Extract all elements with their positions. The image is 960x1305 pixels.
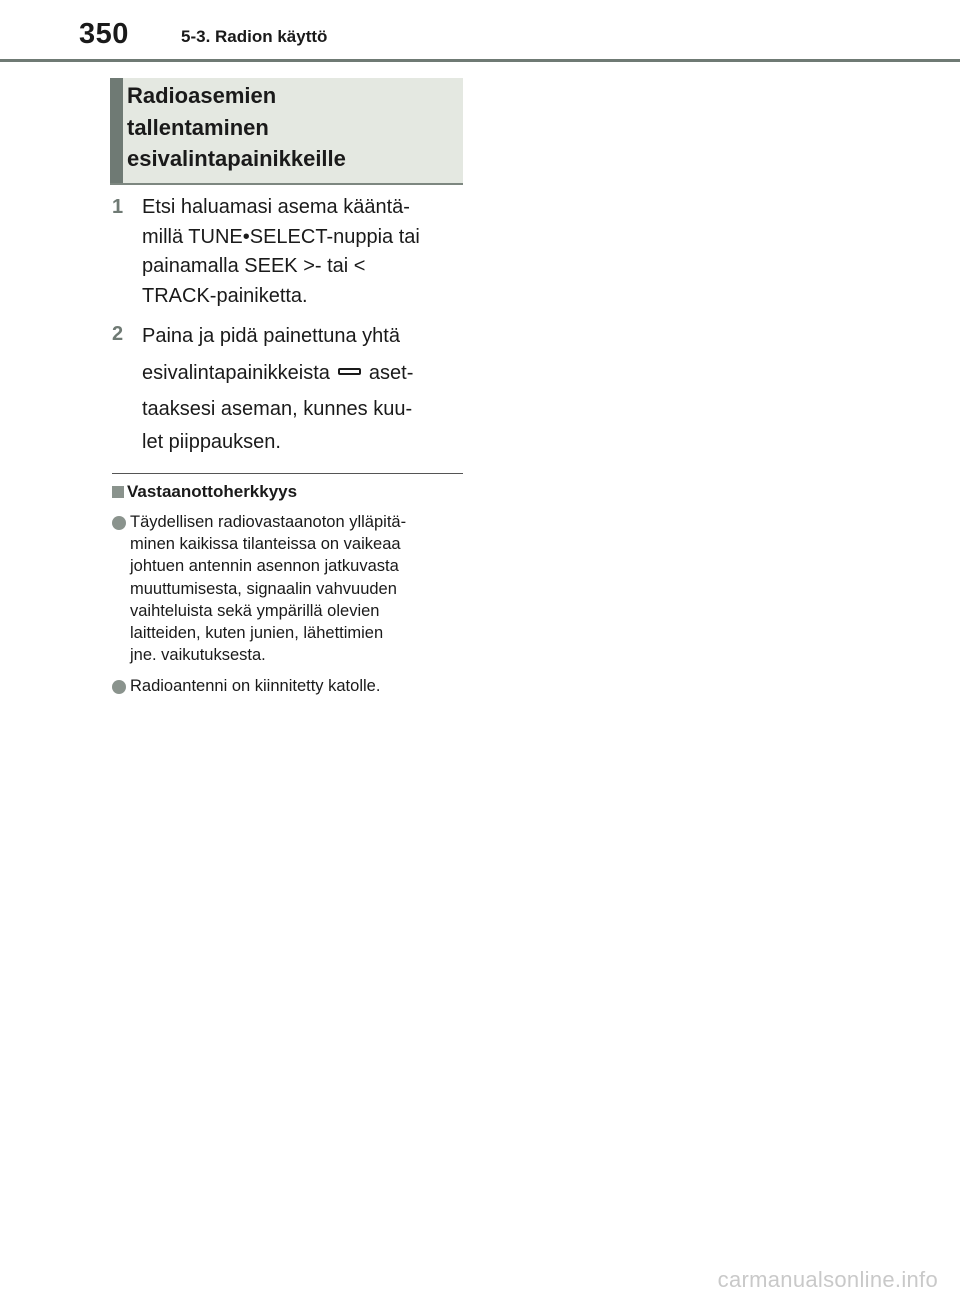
note-text	[130, 675, 464, 697]
section-title: 5-3. Radion käyttö	[181, 27, 328, 46]
step-2	[112, 320, 464, 458]
step-number: 2	[112, 323, 124, 345]
notes-heading-text: Vastaanottoherkkyys	[127, 482, 298, 501]
heading-line: Radioasemien	[127, 83, 277, 108]
note-text	[130, 511, 464, 666]
step-1	[112, 193, 464, 311]
step-line-part: aset-	[368, 361, 414, 384]
step-line: taaksesi aseman, kunnes kuu-	[142, 398, 413, 420]
step-line: millä TUNE•SELECT-nuppia tai	[142, 225, 420, 248]
title-accent-bar	[110, 78, 123, 183]
header-divider	[0, 59, 960, 62]
step-line-part: esivalintapainikkeista	[142, 361, 330, 384]
notes-heading	[112, 482, 297, 502]
heading-line: esivalintapainikkeille	[127, 146, 346, 171]
page-number: 350	[79, 18, 129, 50]
step-line: Paina ja pidä painettuna yhtä	[142, 325, 400, 347]
page-header	[0, 0, 960, 62]
note-line: jne. vaikutuksesta.	[130, 646, 266, 665]
watermark: carmanualsonline.info	[717, 1267, 938, 1292]
square-bullet-icon	[112, 486, 124, 498]
notes-divider	[112, 473, 463, 474]
note-item	[112, 511, 464, 666]
note-line: minen kaikissa tilanteissa on vaikeaa	[130, 535, 401, 554]
step-number: 1	[112, 196, 124, 218]
heading-line: tallentaminen	[127, 114, 269, 140]
note-line: johtuen antennin asennon jatkuvasta	[130, 557, 399, 576]
step-line: let piippauksen.	[142, 430, 281, 453]
circle-bullet-icon	[112, 516, 126, 530]
section-heading	[127, 80, 346, 175]
step-text	[142, 320, 464, 458]
note-line: Radioantenni on kiinnitetty katolle.	[130, 677, 381, 695]
step-line: TRACK-painiketta.	[142, 284, 308, 307]
title-box	[110, 78, 463, 185]
note-item	[112, 675, 464, 697]
circle-bullet-icon	[112, 680, 126, 694]
note-line: muuttumisesta, signaalin vahvuuden	[130, 579, 397, 598]
note-line: Täydellisen radiovastaanoton ylläpitä-	[130, 513, 407, 531]
step-line	[142, 357, 464, 390]
note-line: vaihteluista sekä ympärillä olevien	[130, 601, 380, 620]
step-text	[142, 193, 464, 311]
note-line: laitteiden, kuten junien, lähettimien	[130, 624, 384, 643]
step-line: painamalla SEEK >- tai <	[142, 255, 366, 277]
step-line: Etsi haluamasi asema kääntä-	[142, 196, 410, 218]
preset-button-icon	[338, 368, 361, 375]
